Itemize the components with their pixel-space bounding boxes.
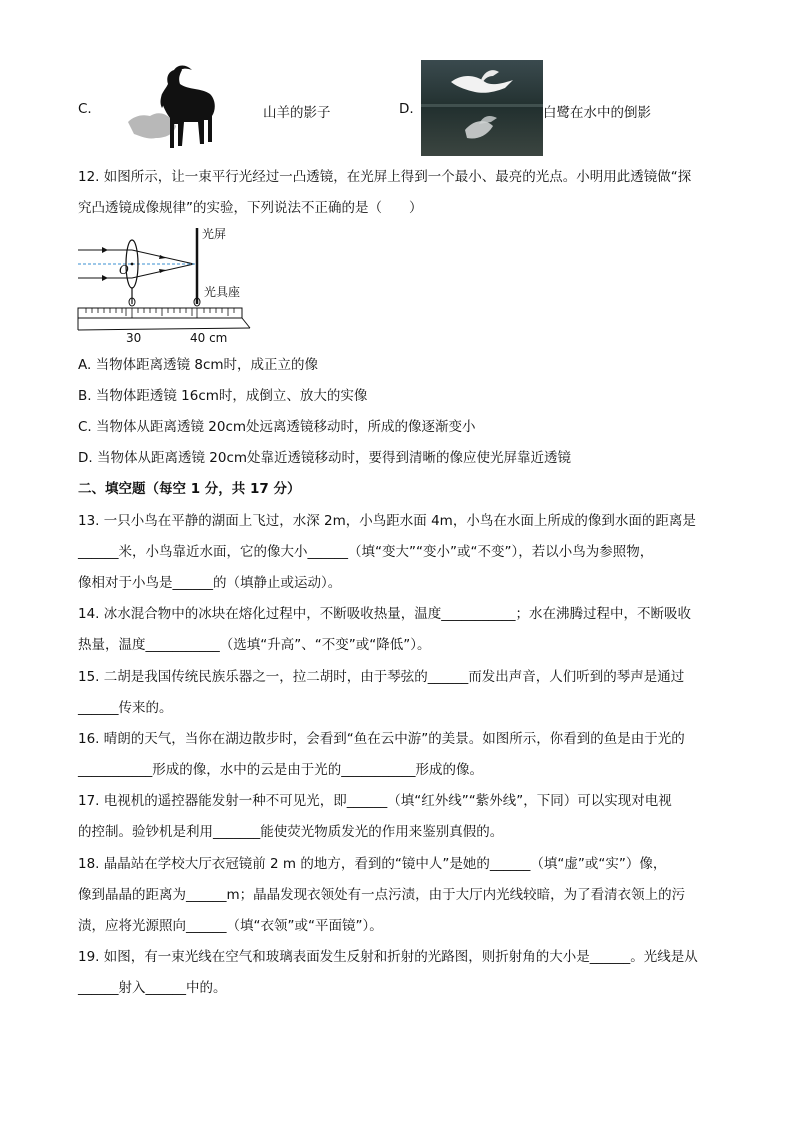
- q18-line-3: 渍，应将光源照向______（填“衣领”或“平面镜”）。: [78, 918, 383, 934]
- section-heading-fill-in: 二、填空题（每空 1 分，共 17 分）: [78, 481, 301, 497]
- q18-line-2: 像到晶晶的距离为______m；晶晶发现衣领处有一点污渍，由于大厅内光线较暗，为了看清衣领上的污: [78, 887, 686, 903]
- ruler-tick-30: 30: [126, 331, 142, 345]
- option-c-label: C.: [78, 101, 92, 117]
- convex-lens-optical-bench-figure: [74, 224, 254, 346]
- ruler-tick-40cm: 40 cm: [190, 331, 228, 345]
- q16-line-1: 16. 晴朗的天气，当你在湖边散步时，会看到“鱼在云中游”的美景。如图所示，你看到的鱼是由于光的: [78, 731, 685, 747]
- q17-line-1: 17. 电视机的遥控器能发射一种不可见光，即______（填“红外线”“紫外线”，下同）可以实现对电视: [78, 793, 672, 809]
- q15-line-1: 15. 二胡是我国传统民族乐器之一，拉二胡时，由于琴弦的______而发出声音，人们听到的琴声是通过: [78, 669, 685, 685]
- goat-shadow-image: [126, 64, 218, 156]
- q15-line-2: ______传来的。: [78, 700, 173, 716]
- q19-line-2: ______射入______中的。: [78, 980, 227, 996]
- lens-center-label: O: [119, 263, 129, 277]
- optical-bench-label: 光具座: [204, 285, 241, 299]
- q12-option-c: C. 当物体从距离透镜 20cm处远离透镜移动时，所成的像逐渐变小: [78, 419, 476, 435]
- q12-stem-line-1: 12. 如图所示，让一束平行光经过一凸透镜，在光屏上得到一个最小、最亮的光点。小明用此透镜做“探: [78, 169, 692, 185]
- screen-label: 光屏: [202, 227, 227, 241]
- q12-stem-line-2: 究凸透镜成像规律”的实验，下列说法不正确的是（ ）: [78, 200, 423, 216]
- q14-line-1: 14. 冰水混合物中的冰块在熔化过程中，不断吸收热量，温度___________；水在沸腾过程中，不断吸收: [78, 606, 692, 622]
- option-c-caption: 山羊的影子: [263, 105, 331, 121]
- egret-reflection-image: [421, 60, 543, 156]
- option-d-label: D.: [399, 101, 414, 117]
- q13-line-2: ______米，小鸟靠近水面，它的像大小______（填“变大”“变小”或“不变”），若以小鸟为参照物，: [78, 544, 654, 560]
- q14-line-2: 热量，温度___________（选填“升高”、“不变”或“降低”）。: [78, 637, 431, 653]
- q17-line-2: 的控制。验钞机是利用_______能使荧光物质发光的作用来鉴别真假的。: [78, 824, 504, 840]
- q12-option-b: B. 当物体距透镜 16cm时，成倒立、放大的实像: [78, 388, 368, 404]
- q19-line-1: 19. 如图，有一束光线在空气和玻璃表面发生反射和折射的光路图，则折射角的大小是______。光线是从: [78, 949, 698, 965]
- q12-option-a: A. 当物体距离透镜 8cm时，成正立的像: [78, 357, 319, 373]
- q13-line-3: 像相对于小鸟是______的（填静止或运动）。: [78, 575, 342, 591]
- option-d-caption: 白鹭在水中的倒影: [543, 105, 651, 121]
- q16-line-2: ___________形成的像，水中的云是由于光的___________形成的像。: [78, 762, 483, 778]
- q18-line-1: 18. 晶晶站在学校大厅衣冠镜前 2 m 的地方，看到的“镜中人”是她的______（填“虚”或“实”）像，: [78, 856, 667, 872]
- q13-line-1: 13. 一只小鸟在平静的湖面上飞过，水深 2m，小鸟距水面 4m，小鸟在水面上所成的像到水面的距离是: [78, 513, 696, 529]
- q12-option-d: D. 当物体从距离透镜 20cm处靠近透镜移动时，要得到清晰的像应使光屏靠近透镜: [78, 450, 572, 466]
